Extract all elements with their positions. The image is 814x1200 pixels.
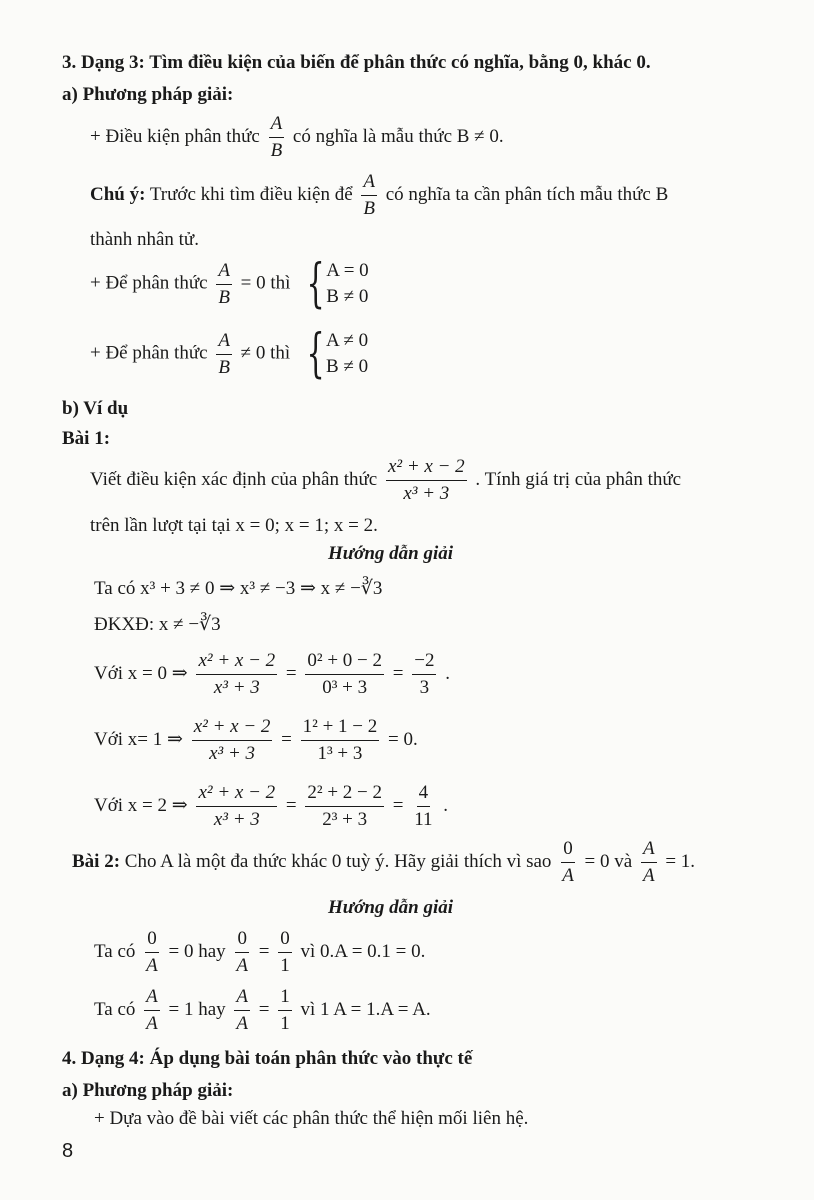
text: có nghĩa ta cần phân tích mẫu thức B <box>385 183 669 205</box>
denominator: A <box>562 865 574 886</box>
page-number: 8 <box>62 1140 74 1162</box>
fraction <box>412 782 434 831</box>
exercise-1-continuation: trên lần lượt tại tại x = 0; x = 1; x = 2. <box>90 515 378 536</box>
fraction <box>196 650 277 699</box>
denominator: x³ + 3 <box>403 483 450 504</box>
exercise-2-label: Bài 2: <box>72 850 121 872</box>
note-line <box>90 171 668 220</box>
note-continuation: thành nhân tử. <box>90 229 199 250</box>
section-3a-heading: a) Phương pháp giải: <box>62 84 234 105</box>
numerator: 1² + 1 − 2 <box>301 716 380 741</box>
denominator: 1 <box>280 955 290 976</box>
text: = 0 và <box>584 850 633 872</box>
denominator: x³ + 3 <box>209 743 256 764</box>
fraction <box>278 928 292 977</box>
numerator: −2 <box>412 650 436 675</box>
exercise-1-text <box>90 456 681 505</box>
text: có nghĩa là mẫu thức B ≠ 0. <box>292 125 504 147</box>
system-row: A ≠ 0 <box>326 330 369 351</box>
text: Với x = 0 ⇒ <box>94 662 188 684</box>
fraction <box>234 928 250 977</box>
text: Ta có <box>94 998 136 1020</box>
numerator: 0 <box>561 838 575 863</box>
fraction <box>278 986 292 1035</box>
text: Với x= 1 ⇒ <box>94 728 183 750</box>
fraction-a-over-b <box>269 113 285 162</box>
numerator: x² + x − 2 <box>196 650 277 675</box>
denominator: 3 <box>419 677 430 698</box>
brace: { <box>306 254 325 314</box>
eval-x1: Với x= 1 ⇒ $\frac{\text{x² + x − 2}}{\text{x³ + 3}}$ = $\frac{\text{1² + 1 − 2}}{\text{1³ + 3}}$ = 0. <box>94 716 418 764</box>
text: Ta có <box>94 940 136 962</box>
solution-2-line-1: Ta có $\frac{0}{A}$ = 0 hay $\frac{0}{A}$ = $\frac{0}{1}$ vì 0.A = 0.1 = 0. <box>94 928 426 976</box>
fraction-a-over-b <box>216 330 232 379</box>
denominator: B <box>218 356 230 378</box>
fraction <box>234 986 250 1035</box>
section-4a-line-1: + Dựa vào đề bài viết các phân thức thể hiện mối liên hệ. <box>94 1108 529 1129</box>
fraction <box>192 716 273 765</box>
fraction-a-over-b <box>216 260 232 309</box>
fraction <box>560 838 576 887</box>
denominator: 1 <box>280 1013 290 1034</box>
fraction <box>144 986 160 1035</box>
text: ≠ 0 thì <box>240 342 291 364</box>
denominator: A <box>642 865 655 886</box>
system-row: B ≠ 0 <box>326 356 369 377</box>
denominator: B <box>270 140 283 161</box>
eval-x0: Với x = 0 ⇒ $\frac{\text{x² + x − 2}}{\text{x³ + 3}}$ = $\frac{\text{0² + 0 − 2}}{\text{0³ + 3}}$ = $\frac{-2}{3}$ . <box>94 650 450 698</box>
nonzero-condition-line <box>90 324 369 384</box>
main-fraction <box>386 456 467 505</box>
exercise-2-text <box>72 838 695 887</box>
numerator: 2² + 2 − 2 <box>305 782 384 807</box>
numerator: A <box>144 986 160 1011</box>
numerator: 1 <box>278 986 292 1011</box>
text: = 1. <box>665 850 696 872</box>
text: + Để phân thức <box>90 272 208 294</box>
text: Với x = 2 ⇒ <box>94 794 188 816</box>
denominator: 11 <box>414 809 433 830</box>
zero-condition-line <box>90 254 369 314</box>
denominator: A <box>236 1013 249 1034</box>
numerator: A <box>216 330 232 355</box>
text: = 1 hay <box>168 998 226 1020</box>
fraction <box>412 650 436 699</box>
section-3b-heading: b) Ví dụ <box>62 398 129 419</box>
note-label: Chú ý: <box>90 183 146 205</box>
solution-2-line-2: Ta có $\frac{A}{A}$ = 1 hay $\frac{A}{A}$ = $\frac{1}{1}$ vì 1 A = 1.A = A. <box>94 986 431 1034</box>
denominator: A <box>236 955 249 976</box>
exercise-1-label: Bài 1: <box>62 428 111 449</box>
numerator: x² + x − 2 <box>196 782 277 807</box>
text: Cho A là một đa thức khác 0 tuỳ ý. Hãy giải thích vì sao <box>124 850 552 872</box>
numerator: A <box>641 838 657 863</box>
numerator: 0 <box>235 928 249 953</box>
denominator: 1³ + 3 <box>317 743 363 764</box>
text: vì 0.A = 0.1 = 0. <box>300 940 426 962</box>
section-3-title: 3. Dạng 3: Tìm điều kiện của biến để phân thức có nghĩa, bằng 0, khác 0. <box>62 52 651 73</box>
numerator: 0 <box>145 928 159 953</box>
text: Trước khi tìm điều kiện để <box>149 183 353 205</box>
system-row: A = 0 <box>326 260 369 281</box>
solution-line-1: Ta có x³ + 3 ≠ 0 ⇒ x³ ≠ −3 ⇒ x ≠ −∛3 <box>94 578 383 599</box>
equation-system <box>299 324 369 384</box>
denominator: 0³ + 3 <box>322 677 368 698</box>
section-4-title: 4. Dạng 4: Áp dụng bài toán phân thức vào thực tế <box>62 1048 473 1069</box>
denominator: x³ + 3 <box>213 809 260 830</box>
denominator: A <box>146 955 158 976</box>
fraction <box>641 838 657 887</box>
numerator: 0² + 0 − 2 <box>305 650 384 675</box>
numerator: A <box>269 113 285 138</box>
fraction <box>144 928 160 977</box>
system-row: B ≠ 0 <box>326 286 369 307</box>
denominator: x³ + 3 <box>213 677 260 698</box>
text: = 0 thì <box>240 272 291 294</box>
text: + Điều kiện phân thức <box>90 125 260 147</box>
numerator: A <box>361 171 377 196</box>
equation-system <box>299 254 369 314</box>
denominator: A <box>146 1013 158 1034</box>
fraction-a-over-b <box>361 171 377 220</box>
condition-line <box>90 113 504 162</box>
text: = 0 hay <box>168 940 226 962</box>
fraction <box>301 716 380 765</box>
eval-x2: Với x = 2 ⇒ $\frac{\text{x² + x − 2}}{\text{x³ + 3}}$ = $\frac{\text{2² + 2 − 2}}{\text{2³ + 3}}$ = $\frac{4}{11}$ . <box>94 782 449 830</box>
domain-condition: ĐKXĐ: x ≠ −∛3 <box>94 614 221 635</box>
fraction <box>305 650 384 699</box>
text: = 0. <box>388 728 418 750</box>
brace: { <box>306 324 325 384</box>
denominator: 2³ + 3 <box>322 809 368 830</box>
section-4a-heading: a) Phương pháp giải: <box>62 1080 234 1101</box>
numerator: 4 <box>417 782 431 807</box>
text: . Tính giá trị của phân thức <box>475 468 682 490</box>
numerator: x² + x − 2 <box>386 456 467 481</box>
denominator: B <box>218 286 230 308</box>
fraction <box>196 782 277 831</box>
numerator: x² + x − 2 <box>192 716 273 741</box>
text: vì 1 A = 1.A = A. <box>300 998 431 1020</box>
solution-heading: Hướng dẫn giải <box>328 543 454 564</box>
fraction <box>305 782 384 831</box>
numerator: A <box>216 260 232 285</box>
numerator: 0 <box>278 928 292 953</box>
numerator: A <box>234 986 250 1011</box>
solution-heading-2: Hướng dẫn giải <box>328 897 454 918</box>
denominator: B <box>363 198 375 219</box>
text: Viết điều kiện xác định của phân thức <box>90 468 378 490</box>
text: + Để phân thức <box>90 342 208 364</box>
